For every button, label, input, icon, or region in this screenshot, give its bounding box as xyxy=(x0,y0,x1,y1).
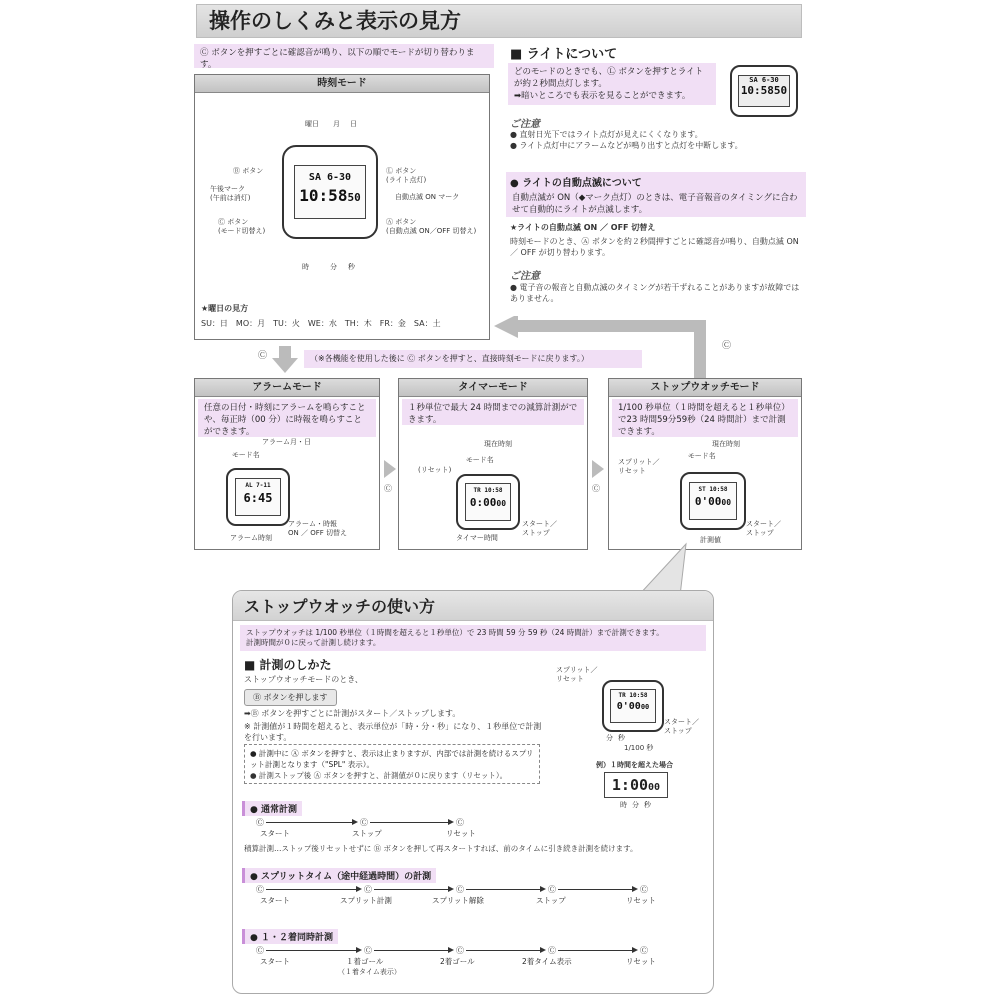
mode-arrow-1 xyxy=(382,458,398,480)
timer-lcd-sec: 00 xyxy=(496,499,507,508)
down-c-mark: Ⓒ xyxy=(258,351,268,361)
alarm-mode-name-label: モード名 xyxy=(232,451,260,459)
usage-min-label: 分 xyxy=(606,734,613,742)
light-watch xyxy=(730,65,798,117)
split-node-3: Ⓒ xyxy=(548,885,556,894)
light-lcd-top: SA 6-30 xyxy=(749,76,779,84)
c-button-label: Ⓒ ボタン (モード切替え) xyxy=(218,218,266,235)
stopwatch-measure-label: 計測値 xyxy=(700,536,721,544)
usage-head: ストップウオッチの使い方 xyxy=(244,597,436,616)
order-node-0: Ⓒ xyxy=(256,946,264,955)
alarm-month-day-label: アラーム月・日 xyxy=(262,438,311,446)
normal-node-0: Ⓒ xyxy=(256,818,264,827)
timer-lcd-main: 0:00 xyxy=(469,496,497,509)
timer-reset-label: (リセット) xyxy=(418,466,452,474)
order-step-0: スタート xyxy=(260,957,290,966)
timer-lcd-top: TR 10:58 xyxy=(473,487,503,494)
order-node-1: Ⓒ xyxy=(364,946,372,955)
how-box1: ● 計測中に Ⓐ ボタンを押すと、表示は止まりますが、内部では計測を続けるスプリット計測となります（"SPL" 表示）。 xyxy=(250,749,534,769)
auto-text: 自動点滅が ON（◆マーク点灯）のときは、電子音報音のタイミングに合わせて自動的にライトが点滅します。 xyxy=(506,189,806,217)
day-label: 日 xyxy=(350,120,357,128)
split-step-3: ストップ xyxy=(536,896,566,905)
usage-sec-label: 秒 xyxy=(618,734,625,742)
how-step1: ➡Ⓑ ボタンを押すごとに計測がスタート／ストップします。 xyxy=(244,709,461,718)
normal-head: ● 通常計測 xyxy=(242,801,302,816)
stopwatch-lcd-top: ST 10:58 xyxy=(698,486,728,493)
alarm-head: アラームモード xyxy=(195,379,379,397)
split-node-1: Ⓒ xyxy=(364,885,372,894)
usage-split-label: スプリット／ リセット xyxy=(556,666,598,683)
weekday-list: SU：日 MO：月 TU：火 WE：水 TH：木 FR：金 SA：土 xyxy=(201,319,441,328)
usage-hund-label: 1/100 秒 xyxy=(624,744,654,752)
order-head: ● １・２着同時計測 xyxy=(242,929,338,944)
over-lcd-sec: 00 xyxy=(648,782,661,793)
usage-lcd-main: 0'00 xyxy=(616,701,641,712)
auto-note-head: ご注意 xyxy=(510,271,540,282)
weekday-head: ★曜日の見方 xyxy=(201,304,249,313)
light-lcd xyxy=(738,75,790,107)
order-flow xyxy=(256,945,676,967)
normal-node-2: Ⓒ xyxy=(456,818,464,827)
how-mode: ストップウオッチモードのとき、 xyxy=(244,675,363,684)
timer-time-label: タイマー時間 xyxy=(456,534,498,542)
split-node-4: Ⓒ xyxy=(640,885,648,894)
timekeeping-lcd-top: SA 6-30 xyxy=(308,172,352,183)
how-box2: ● 計測ストップ後 Ⓐ ボタンを押すと、計測値が０に戻ります（リセット）。 xyxy=(250,771,508,780)
stopwatch-watch xyxy=(680,472,746,530)
timer-text: １秒単位で最大 24 時間までの減算計測ができます。 xyxy=(402,399,584,425)
second-label: 秒 xyxy=(348,263,355,271)
stopwatch-start-label: スタート／ ストップ xyxy=(746,520,781,537)
auto-light-label: 自動点滅 ON マーク xyxy=(395,193,460,201)
how-head: ■ 計測のしかた xyxy=(244,658,332,672)
normal-step-2: リセット xyxy=(446,829,476,838)
light-note-head: ご注意 xyxy=(510,119,540,130)
over-h-label: 時 xyxy=(620,801,627,809)
stopwatch-head: ストップウオッチモード xyxy=(609,379,801,397)
timer-start-label: スタート／ ストップ xyxy=(522,520,557,537)
order-step-2: 2着ゴール xyxy=(440,957,475,966)
usage-lcd-sec: 00 xyxy=(640,703,650,711)
minute-label: 分 xyxy=(330,263,337,271)
how-step2: ※ 計測値が１時間を超えると、表示単位が「時・分・秒」になり、１秒単位で計測を行います。 xyxy=(244,722,542,742)
stopwatch-lcd-sec: 00 xyxy=(721,498,732,507)
light-text: どのモードのときでも、Ⓛ ボタンを押すとライトが約２秒間点灯します。 ➡暗いところでも表示を見ることができます。 xyxy=(508,63,716,105)
press-b-button[interactable]: Ⓑ ボタンを押します xyxy=(244,689,337,706)
split-head: ● スプリットタイム（途中経過時間）の計測 xyxy=(242,868,436,883)
over-s-label: 秒 xyxy=(644,801,651,809)
timekeeping-lcd-sec: 50 xyxy=(347,191,361,204)
usage-start-label: スタート／ ストップ xyxy=(664,718,699,735)
timer-watch xyxy=(456,474,520,530)
down-arrow xyxy=(272,346,298,374)
timekeeping-head: 時刻モード xyxy=(195,75,489,93)
stopwatch-lcd-main: 0'00 xyxy=(694,495,722,508)
timer-lcd xyxy=(465,483,511,521)
split-flow xyxy=(256,884,676,906)
alarm-time-label: アラーム時刻 xyxy=(230,534,272,542)
auto-switch-head: ★ライトの自動点滅 ON ／ OFF 切替え xyxy=(510,223,656,232)
over-m-label: 分 xyxy=(632,801,639,809)
order-node-3: Ⓒ xyxy=(548,946,556,955)
light-lcd-main: 10:5850 xyxy=(740,84,788,97)
usage-lcd xyxy=(610,689,656,723)
auto-switch-text: 時刻モードのとき、Ⓐ ボタンを約２秒間押すごとに確認音が鳴り、自動点滅 ON ／ OFF が切り替わります。 xyxy=(510,237,799,257)
return-note: （※各機能を使用した後に Ⓒ ボタンを押すと、直接時刻モードに戻ります。） xyxy=(304,350,642,368)
pm-mark-label: 午後マーク (午前は消灯) xyxy=(210,185,251,202)
stopwatch-text: 1/100 秒単位（１時間を超えると１秒単位）で23 時間59分59秒（24 時間計）まで計測できます。 xyxy=(612,399,798,437)
over-lcd xyxy=(604,772,668,798)
usage-callout-tail xyxy=(600,538,700,598)
light-head: ■ ライトについて xyxy=(510,47,618,62)
mode-arrow-2-c: Ⓒ xyxy=(592,484,600,493)
light-notes: ● 直射日光下ではライト点灯が見えにくくなります。 ● ライト点灯中にアラームなどが鳴り出すと点灯を中断します。 xyxy=(510,130,743,150)
mode-arrow-2 xyxy=(590,458,606,480)
split-step-4: リセット xyxy=(626,896,656,905)
page-title: 操作のしくみと表示の見方 xyxy=(196,4,802,38)
over-head: 例）１時間を超えた場合 xyxy=(596,761,673,769)
alarm-watch xyxy=(226,468,290,526)
a-button-label: Ⓐ ボタン (自動点滅 ON／OFF 切替え) xyxy=(386,218,477,235)
normal-step-0: スタート xyxy=(260,829,290,838)
month-label: 月 xyxy=(333,120,340,128)
intro-text: Ⓒ ボタンを押すごとに確認音が鳴り、以下の順でモードが切り替わります。 xyxy=(194,44,494,68)
normal-node-1: Ⓒ xyxy=(360,818,368,827)
timer-current-label: 現在時刻 xyxy=(484,440,512,448)
return-c-mark: Ⓒ xyxy=(722,341,732,351)
split-step-2: スプリット解除 xyxy=(432,896,484,905)
split-step-0: スタート xyxy=(260,896,290,905)
usage-lcd-top: TR 10:58 xyxy=(618,692,648,699)
order-step-4: リセット xyxy=(626,957,656,966)
timekeeping-watch xyxy=(282,145,378,239)
split-node-0: Ⓒ xyxy=(256,885,264,894)
stopwatch-mode-name-label: モード名 xyxy=(688,452,716,460)
normal-step-1: ストップ xyxy=(352,829,382,838)
split-node-2: Ⓒ xyxy=(456,885,464,894)
stopwatch-split-label: スプリット／ リセット xyxy=(618,458,660,475)
order-sub: （１着タイム表示） xyxy=(338,968,401,976)
return-arrow xyxy=(488,316,728,380)
usage-intro: ストップウオッチは 1/100 秒単位（１時間を超えると１秒単位）で 23 時間 59 分 59 秒（24 時間計）まで計測できます。 計測時間が０に戻って計測し続けます。 xyxy=(240,625,706,651)
stopwatch-lcd xyxy=(689,482,737,520)
alarm-lcd-main: 6:45 xyxy=(243,491,273,505)
normal-flow xyxy=(256,817,496,839)
stopwatch-current-label: 現在時刻 xyxy=(712,440,740,448)
auto-head: ● ライトの自動点滅について xyxy=(506,172,806,191)
b-button-label: Ⓑ ボタン xyxy=(233,167,264,175)
alarm-lcd-top: AL 7-11 xyxy=(245,482,271,489)
split-step-1: スプリット計測 xyxy=(340,896,392,905)
timer-head: タイマーモード xyxy=(399,379,587,397)
timekeeping-lcd xyxy=(294,165,366,219)
cumulative-text: 積算計測…ストップ後リセットせずに Ⓑ ボタンを押して再スタートすれば、前のタイムに引き続き計測を続けます。 xyxy=(244,844,638,853)
auto-notes: ● 電子音の報音と自動点滅のタイミングが若干ずれることがありますが故障ではありません。 xyxy=(510,283,800,303)
timer-mode-name-label: モード名 xyxy=(466,456,494,464)
usage-watch xyxy=(602,680,664,732)
mode-arrow-1-c: Ⓒ xyxy=(384,484,392,493)
weekday-label: 曜日 xyxy=(305,120,319,128)
order-node-2: Ⓒ xyxy=(456,946,464,955)
order-node-4: Ⓒ xyxy=(640,946,648,955)
alarm-lcd xyxy=(235,478,281,516)
alarm-text: 任意の日付・時刻にアラームを鳴らすことや、毎正時（00 分）に時報を鳴らすことができます。 xyxy=(198,399,376,437)
order-step-1: １着ゴール xyxy=(346,957,384,966)
over-lcd-main: 1:00 xyxy=(611,776,649,794)
l-button-label: Ⓛ ボタン (ライト点灯) xyxy=(386,167,427,184)
hour-label: 時 xyxy=(302,263,309,271)
order-step-3: 2着タイム表示 xyxy=(522,957,572,966)
alarm-toggle-label: アラーム・時報 ON ／ OFF 切替え xyxy=(288,520,347,537)
timekeeping-lcd-main: 10:58 xyxy=(299,186,348,205)
